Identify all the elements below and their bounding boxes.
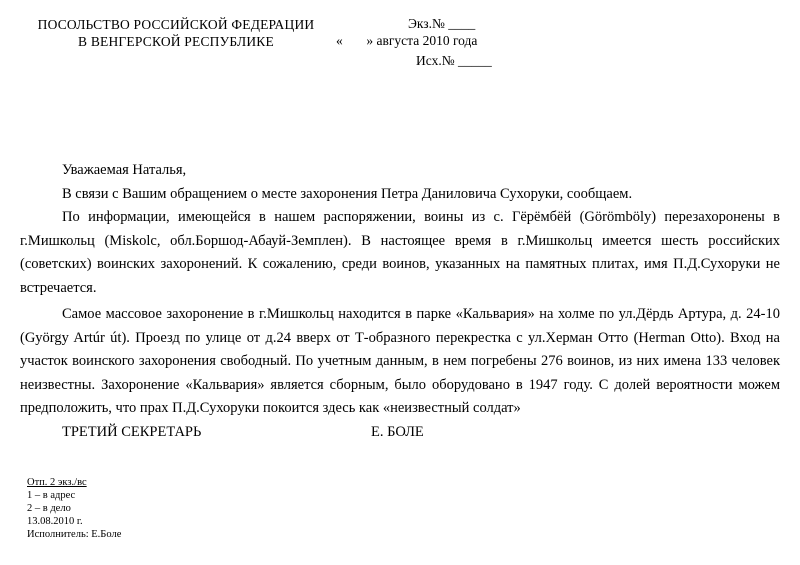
copy-destination-1: 1 – в адрес xyxy=(27,489,76,501)
copies-note: Отп. 2 экз./вс xyxy=(27,477,87,488)
signature-row xyxy=(20,421,780,445)
outgoing-number-line: Исх.№ _____ xyxy=(416,53,492,68)
executor-line: Исполнитель: Е.Боле xyxy=(27,528,122,540)
copy-number-line: Экз.№ ____ xyxy=(408,16,476,31)
footer-date: 13.08.2010 г. xyxy=(27,515,83,527)
embassy-name-line1: ПОСОЛЬСТВО РОССИЙСКОЙ ФЕДЕРАЦИИ xyxy=(37,17,315,32)
copy-destination-2: 2 – в дело xyxy=(27,502,71,514)
paragraph-kalvaria-location: Самое массовое захоронение в г.Мишкольц находится в парке «Кальвария» на холме по ул.Дёрдь Артура, д. 24-10 (György Artúr út). Проезд по улице от д.24 вверх от Т-образного перекрестка с ул.Херман Отто (Herman Otto). Вход на участок воинского захоронения свободный. По учетным данным, в нем погребены 276 воинов, из них имена 133 человек неизвестны. Захоронение «Кальвария» является сборным, было оборудовано в 1947 году. С долей вероятности можем предположить, что прах П.Д.Сухоруки покоится здесь как «неизвестный солдат» xyxy=(20,306,780,416)
letter-body xyxy=(20,159,780,444)
embassy-name-line2: В ВЕНГЕРСКОЙ РЕСПУБЛИКЕ xyxy=(78,34,274,49)
intro-line: В связи с Вашим обращением о месте захоронения Петра Даниловича Сухоруки, сообщаем. xyxy=(62,185,633,202)
signer-title: ТРЕТИЙ СЕКРЕТАРЬ xyxy=(62,423,202,440)
date-line: « » августа 2010 года xyxy=(336,33,478,48)
embassy-name xyxy=(30,16,322,50)
salutation: Уважаемая Наталья, xyxy=(62,162,187,178)
paragraph-burial-info: По информации, имеющейся в нашем распоряжении, воины из с. Гёрёмбёй (Görömböly) перезахоронены в г.Мишкольц (Miskolc, обл.Боршод-Абауй-Земплен). В настоящее время в г.Мишкольц имеется шесть российских (советских) воинских захоронений. К сожалению, среди воинов, указанных на памятных плитах, имя П.Д.Сухоруки не встречается. xyxy=(20,209,780,296)
footer-notes xyxy=(27,477,121,542)
signer-name: Е. БОЛЕ xyxy=(371,423,424,440)
